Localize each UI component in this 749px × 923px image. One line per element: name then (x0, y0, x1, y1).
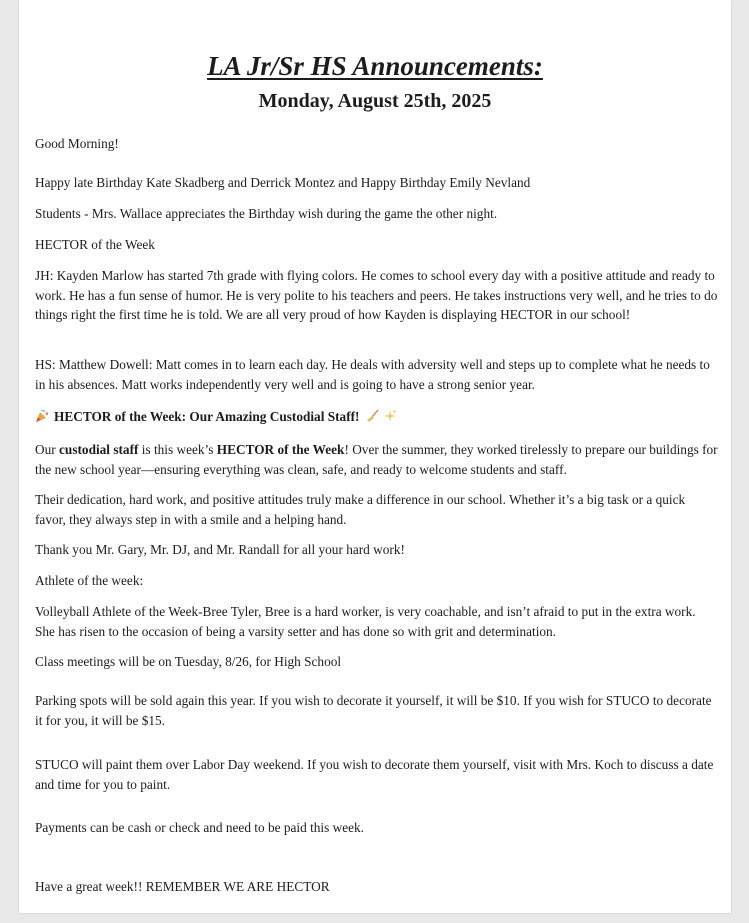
page-title: LA Jr/Sr HS Announcements: (207, 51, 543, 81)
parking-paragraph: Parking spots will be sold again this year. If you wish to decorate it yourself, it will be $10. If you wish for STUCO to decorate it for you, it will be $15. (35, 693, 712, 728)
custodial-thanks: Thank you Mr. Gary, Mr. DJ, and Mr. Randall for all your hard work! (35, 542, 405, 557)
hector-heading: HECTOR of the Week (35, 237, 155, 252)
greeting: Good Morning! (35, 136, 119, 151)
broom-icon (366, 409, 380, 423)
athlete-paragraph: Volleyball Athlete of the Week-Bree Tyler, Bree is a hard worker, is very coachable, and isn’t afraid to put in the extra work. She has risen to the occasion of being a varsity setter and has done so with grit and determination. (35, 604, 696, 639)
wallace-paragraph: Students - Mrs. Wallace appreciates the Birthday wish during the game the other night. (35, 206, 498, 221)
closing-line: Have a great week!! REMEMBER WE ARE HECTOR (35, 879, 330, 894)
birthday-paragraph: Happy late Birthday Kate Skadberg and Derrick Montez and Happy Birthday Emily Nevland (35, 175, 531, 190)
custodial-paragraph-1 (35, 440, 718, 479)
class-meetings: Class meetings will be on Tuesday, 8/26, for High School (35, 654, 342, 669)
stuco-paragraph: STUCO will paint them over Labor Day weekend. If you wish to decorate them yourself, visit with Mrs. Koch to discuss a date and time for you to paint. (35, 757, 714, 792)
jh-paragraph: JH: Kayden Marlow has started 7th grade with flying colors. He comes to school every day with a positive attitude and ready to work. He has a fun sense of humor. He is very polite to his teachers and peers. He takes instructions very well, and he tries to do things right the first time he is told. We are all very proud of how Kayden is displaying HECTOR in our school! (35, 268, 718, 322)
athlete-heading: Athlete of the week: (35, 573, 144, 588)
custodial-p1-bold-staff: custodial staff (59, 442, 139, 457)
party-popper-icon (35, 409, 49, 423)
custodial-paragraph-2: Their dedication, hard work, and positive attitudes truly make a difference in our school. Whether it’s a big task or a quick favor, they always step in with a smile and a helping hand. (35, 492, 686, 527)
payments-paragraph: Payments can be cash or check and need to be paid this week. (35, 820, 364, 835)
custodial-p1-text-a: Our (35, 442, 60, 457)
custodial-heading: HECTOR of the Week: Our Amazing Custodial Staff! (54, 409, 360, 424)
hs-paragraph: HS: Matthew Dowell: Matt comes in to learn each day. He deals with adversity well and steps up to complete what he needs to in his absences. Matt works independently very well and is going to have a strong senior year. (35, 357, 710, 392)
custodial-p1-text-c: is this week’s (138, 442, 217, 457)
announcement-page (19, 0, 731, 913)
sparkles-icon (383, 409, 397, 423)
custodial-heading-line (35, 407, 718, 427)
page-date: Monday, August 25th, 2025 (258, 90, 492, 112)
custodial-p1-bold-hector: HECTOR of the Week (216, 442, 345, 457)
custodial-p1-text-e: ! Over the summer, they worked tirelessly to prepare our buildings for the new school year—ensuring everything was clean, safe, and ready to welcome students and staff. (35, 442, 718, 477)
